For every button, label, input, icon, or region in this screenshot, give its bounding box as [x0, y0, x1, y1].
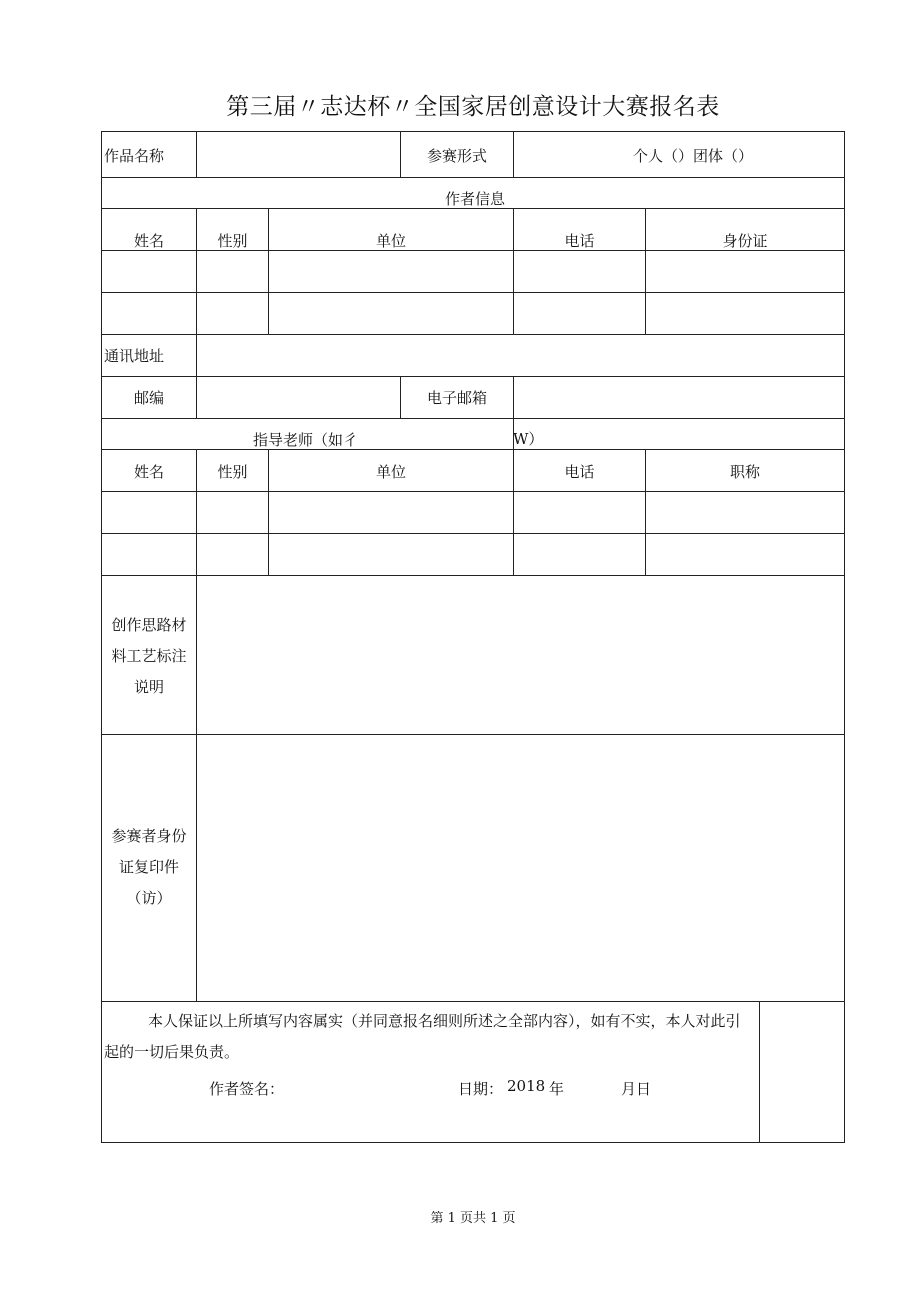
- row-divider: [102, 334, 844, 335]
- advisor-col-name: 姓名: [133, 463, 164, 481]
- author-col-gender: 性别: [217, 232, 248, 250]
- advisor-col-unit: 单位: [375, 463, 406, 481]
- concept-label-line: 料工艺标注: [111, 647, 187, 665]
- id-copy-label-line: （访）: [126, 889, 172, 907]
- author-col-phone: 电话: [564, 232, 595, 250]
- address-label: 通讯地址: [104, 347, 165, 365]
- col-divider: [759, 1001, 760, 1143]
- date-year[interactable]: 2018: [507, 1077, 546, 1095]
- advisor-col-phone: 电话: [564, 463, 595, 481]
- col-divider: [196, 334, 197, 376]
- concept-label-line: 说明: [133, 678, 164, 696]
- col-divider: [196, 132, 197, 177]
- author-col-id: 身份证: [722, 232, 768, 250]
- date-year-unit: 年: [549, 1080, 565, 1098]
- signature-label: 作者签名：: [209, 1080, 285, 1098]
- author-row-1[interactable]: [102, 251, 844, 292]
- advisor-row-1[interactable]: [102, 492, 844, 533]
- signature-field[interactable]: [292, 1072, 442, 1100]
- author-col-name: 姓名: [133, 232, 164, 250]
- advisor-col-gender: 性别: [217, 463, 248, 481]
- date-label: 日期：: [458, 1080, 504, 1098]
- page-footer: 第 1 页共 1 页: [430, 1211, 516, 1226]
- author-section-heading: 作者信息: [444, 190, 505, 208]
- row-divider: [102, 376, 844, 377]
- zip-label: 邮编: [133, 389, 164, 407]
- advisor-col-title: 职称: [729, 463, 760, 481]
- author-col-unit: 单位: [375, 232, 406, 250]
- declaration-line-1: 本人保证以上所填写内容属实（并同意报名细则所述之全部内容），如有不实，本人对此引: [148, 1012, 741, 1030]
- work-name-label: 作品名称: [104, 147, 165, 165]
- entry-form-label: 参赛形式: [426, 147, 487, 165]
- col-divider: [196, 376, 197, 418]
- concept-field[interactable]: [197, 576, 844, 734]
- concept-label-line: 创作思路材: [111, 616, 187, 634]
- declaration-text: [104, 1006, 759, 1068]
- concept-label: [102, 610, 196, 703]
- id-copy-area[interactable]: [197, 735, 844, 1001]
- declaration-line-2: 起的一切后果负责。: [104, 1043, 240, 1061]
- date-month-day[interactable]: 月日: [621, 1080, 652, 1098]
- entry-form-options[interactable]: 个人（）团体（）: [632, 147, 753, 165]
- row-divider: [102, 449, 844, 450]
- email-label: 电子邮箱: [426, 389, 487, 407]
- author-row-2[interactable]: [102, 293, 844, 334]
- registration-form: [101, 131, 845, 1143]
- advisor-row-2[interactable]: [102, 534, 844, 575]
- id-copy-label-line: 证复印件: [118, 858, 179, 876]
- page-title: 第三届〃志达杯〃全国家居创意设计大赛报名表: [226, 94, 720, 120]
- id-copy-label: [102, 821, 196, 914]
- row-divider: [102, 418, 844, 419]
- id-copy-label-line: 参赛者身份: [111, 827, 187, 845]
- row-divider: [102, 177, 844, 178]
- row-divider: [102, 1001, 844, 1002]
- advisor-heading: 指导老师（如彳: [253, 431, 359, 449]
- advisor-heading-suffix: W）: [513, 430, 544, 448]
